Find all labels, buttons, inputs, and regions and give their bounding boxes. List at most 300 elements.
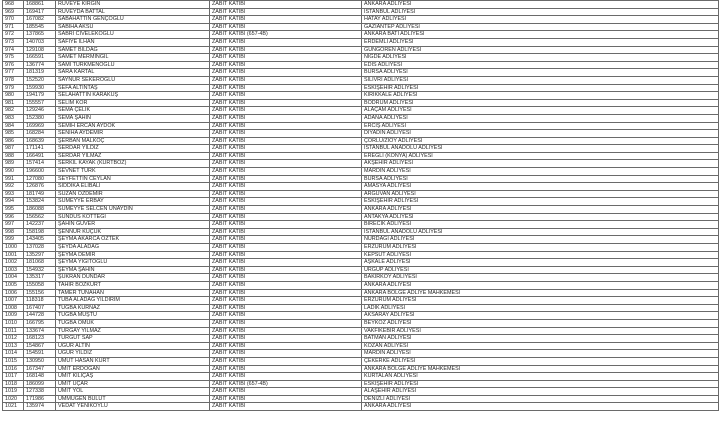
courthouse-cell: ÇEKERKE ADLIYESI <box>362 357 719 365</box>
row-number-cell: 1000 <box>3 244 24 252</box>
full-name-cell: SEYFETTIN CEYLAN <box>56 175 210 183</box>
table-row <box>3 304 719 312</box>
courthouse-cell: GÜNGÖREN ADLIYESI <box>362 46 719 54</box>
title-cell: ZABIT KATIBI <box>210 198 362 206</box>
table-row <box>3 198 719 206</box>
courthouse-cell: ANKARA ADLIYESI <box>362 206 719 214</box>
courthouse-cell: BODRUM ADLIYESI <box>362 99 719 107</box>
courthouse-cell: ANKARA BÖLGE ADLIYE MAHKEMESI <box>362 289 719 297</box>
full-name-cell: SUZAN ÖZDEMIR <box>56 190 210 198</box>
row-number-cell: 983 <box>3 114 24 122</box>
title-cell: ZABIT KATIBI <box>210 373 362 381</box>
table-row <box>3 365 719 373</box>
title-cell: ZABIT KATIBI <box>210 221 362 229</box>
registry-number-cell: 166795 <box>24 319 56 327</box>
table-row <box>3 281 719 289</box>
full-name-cell: ŞENNUR KUÇUK <box>56 228 210 236</box>
courthouse-cell: AŞKALE ADLIYESI <box>362 259 719 267</box>
row-number-cell: 1019 <box>3 388 24 396</box>
full-name-cell: ŞEYMA YİĞİTOĞLU <box>56 259 210 267</box>
title-cell: ZABIT KATIBI <box>210 319 362 327</box>
row-number-cell: 1008 <box>3 304 24 312</box>
courthouse-cell: KIRIKKALE ADLIYESI <box>362 92 719 100</box>
table-row <box>3 259 719 267</box>
table-row <box>3 357 719 365</box>
registry-number-cell: 140703 <box>24 38 56 46</box>
full-name-cell: SEMA ŞAHIN <box>56 114 210 122</box>
registry-number-cell: 135297 <box>24 251 56 259</box>
courthouse-cell: ALAŞEHİR ADLIYESI <box>362 388 719 396</box>
title-cell: ZABIT KATIBI <box>210 107 362 115</box>
row-number-cell: 969 <box>3 8 24 16</box>
title-cell: ZABIT KATIBI <box>210 137 362 145</box>
courthouse-cell: ÜRGÜP ADLIYESI <box>362 266 719 274</box>
full-name-cell: ŞÜKRAN DÜNDAR <box>56 274 210 282</box>
registry-number-cell: 135317 <box>24 274 56 282</box>
table-row <box>3 213 719 221</box>
courthouse-cell: MARDIN ADLIYESI <box>362 168 719 176</box>
row-number-cell: 1020 <box>3 395 24 403</box>
full-name-cell: SARA KARTAL <box>56 69 210 77</box>
full-name-cell: SAYNUR SEKEROĞLU <box>56 76 210 84</box>
title-cell: ZABIT KATIBI (657-4B) <box>210 31 362 39</box>
courthouse-cell: NİĞDE ADLIYESI <box>362 54 719 62</box>
courthouse-cell: KEPSUT ADLIYESI <box>362 251 719 259</box>
courthouse-cell: BEYKOZ ADLIYESI <box>362 319 719 327</box>
title-cell: ZABIT KATIBI <box>210 168 362 176</box>
row-number-cell: 996 <box>3 213 24 221</box>
title-cell: ZABIT KATIBI <box>210 46 362 54</box>
title-cell: ZABIT KATIBI <box>210 183 362 191</box>
table-row <box>3 16 719 24</box>
registry-number-cell: 142237 <box>24 221 56 229</box>
courthouse-cell: ESKİŞEHİR ADLIYESI <box>362 198 719 206</box>
registry-number-cell: 144728 <box>24 312 56 320</box>
title-cell: ZABIT KATIBI <box>210 259 362 267</box>
row-number-cell: 971 <box>3 23 24 31</box>
table-row <box>3 1 719 9</box>
courthouse-cell: VAKFIKEBİR ADLIYESI <box>362 327 719 335</box>
table-row <box>3 395 719 403</box>
registry-number-cell: 155058 <box>24 281 56 289</box>
title-cell: ZABIT KATIBI <box>210 206 362 214</box>
row-number-cell: 1013 <box>3 342 24 350</box>
title-cell: ZABIT KATIBI <box>210 114 362 122</box>
row-number-cell: 1017 <box>3 373 24 381</box>
registry-number-cell: 155557 <box>24 99 56 107</box>
full-name-cell: SELAHATTIN KARAKUŞ <box>56 92 210 100</box>
registry-number-cell: 137028 <box>24 244 56 252</box>
table-row <box>3 69 719 77</box>
table-row <box>3 46 719 54</box>
full-name-cell: SİDDIKA ELİBALI <box>56 183 210 191</box>
row-number-cell: 970 <box>3 16 24 24</box>
table-row <box>3 228 719 236</box>
row-number-cell: 989 <box>3 160 24 168</box>
title-cell: ZABIT KATIBI <box>210 312 362 320</box>
full-name-cell: ŞERBAN MALKOÇ <box>56 137 210 145</box>
row-number-cell: 1014 <box>3 350 24 358</box>
table-row <box>3 327 719 335</box>
full-name-cell: ŞAHİN GÜVER <box>56 221 210 229</box>
registry-number-cell: 171986 <box>24 395 56 403</box>
table-row <box>3 183 719 191</box>
registry-number-cell: 168123 <box>24 335 56 343</box>
table-row <box>3 122 719 130</box>
row-number-cell: 980 <box>3 92 24 100</box>
registry-number-cell: 168639 <box>24 137 56 145</box>
table-row <box>3 168 719 176</box>
registry-number-cell: 167407 <box>24 304 56 312</box>
full-name-cell: SABAHATTIN GENÇOĞLU <box>56 16 210 24</box>
table-row <box>3 350 719 358</box>
full-name-cell: TURGAY YILMAZ <box>56 327 210 335</box>
row-number-cell: 976 <box>3 61 24 69</box>
courthouse-cell: ANKARA ADLIYESI <box>362 1 719 9</box>
full-name-cell: SAMET BİLDAĞ <box>56 46 210 54</box>
registry-number-cell: 130950 <box>24 357 56 365</box>
title-cell: ZABIT KATIBI <box>210 54 362 62</box>
registry-number-cell: 181068 <box>24 259 56 267</box>
row-number-cell: 972 <box>3 31 24 39</box>
table-row <box>3 130 719 138</box>
full-name-cell: TAMER TUNAHAN <box>56 289 210 297</box>
registry-number-cell: 158198 <box>24 228 56 236</box>
courthouse-cell: MARDIN ADLIYESI <box>362 350 719 358</box>
row-number-cell: 981 <box>3 99 24 107</box>
full-name-cell: RUVEYDA BATTAL <box>56 8 210 16</box>
row-number-cell: 1005 <box>3 281 24 289</box>
row-number-cell: 1018 <box>3 380 24 388</box>
courthouse-cell: ESKİŞEHİR ADLIYESI <box>362 84 719 92</box>
row-number-cell: 986 <box>3 137 24 145</box>
registry-number-cell: 168861 <box>24 1 56 9</box>
row-number-cell: 1004 <box>3 274 24 282</box>
registry-number-cell: 127338 <box>24 388 56 396</box>
registry-number-cell: 169417 <box>24 8 56 16</box>
courthouse-cell: BURSA ADLIYESI <box>362 69 719 77</box>
title-cell: ZABIT KATIBI <box>210 69 362 77</box>
full-name-cell: ÜMİT KILIÇAŞ <box>56 373 210 381</box>
registry-number-cell: 181319 <box>24 69 56 77</box>
table-row <box>3 388 719 396</box>
full-name-cell: UĞUR ALTIN <box>56 342 210 350</box>
courthouse-cell: BURSA ADLIYESI <box>362 175 719 183</box>
table-row <box>3 221 719 229</box>
registry-number-cell: 185545 <box>24 23 56 31</box>
title-cell: ZABIT KATIBI <box>210 152 362 160</box>
registry-number-cell: 155156 <box>24 289 56 297</box>
table-row <box>3 137 719 145</box>
full-name-cell: SEVNET TÜRK <box>56 168 210 176</box>
full-name-cell: UMUT HASAN KURT <box>56 357 210 365</box>
courthouse-cell: ANKARA BATI ADLIYESI <box>362 31 719 39</box>
courthouse-cell: AMASYA ADLIYESI <box>362 183 719 191</box>
registry-number-cell: 152520 <box>24 76 56 84</box>
courthouse-cell: KURTALAN ADLIYESI <box>362 373 719 381</box>
full-name-cell: RUVEYE KIRGIN <box>56 1 210 9</box>
title-cell: ZABIT KATIBI <box>210 388 362 396</box>
full-name-cell: ÜMİT UÇAR <box>56 380 210 388</box>
table-row <box>3 403 719 411</box>
courthouse-cell: ERZURUM ADLIYESI <box>362 297 719 305</box>
table-row <box>3 23 719 31</box>
courthouse-cell: ADANA ADLIYESI <box>362 114 719 122</box>
full-name-cell: SERKİL KAYAK (KURTBOZ) <box>56 160 210 168</box>
registry-number-cell: 168148 <box>24 373 56 381</box>
registry-number-cell: 186088 <box>24 206 56 214</box>
table-row <box>3 145 719 153</box>
table-row <box>3 342 719 350</box>
full-name-cell: SEMIH ERCAN AYDOK <box>56 122 210 130</box>
full-name-cell: TAHİR BOZKURT <box>56 281 210 289</box>
full-name-cell: SÜMEYYE ERBAY <box>56 198 210 206</box>
table-row <box>3 266 719 274</box>
title-cell: ZABIT KATIBI <box>210 236 362 244</box>
row-number-cell: 1021 <box>3 403 24 411</box>
courthouse-cell: SİLİVRİ ADLIYESI <box>362 76 719 84</box>
registry-number-cell: 156562 <box>24 213 56 221</box>
title-cell: ZABIT KATIBI <box>210 92 362 100</box>
title-cell: ZABIT KATIBI <box>210 357 362 365</box>
title-cell: ZABIT KATIBI <box>210 190 362 198</box>
registry-number-cell: 167082 <box>24 16 56 24</box>
full-name-cell: SEMA ÇELIK <box>56 107 210 115</box>
title-cell: ZABIT KATIBI <box>210 1 362 9</box>
courthouse-cell: ISTANBUL ADLIYESI <box>362 8 719 16</box>
table-row <box>3 76 719 84</box>
row-number-cell: 1012 <box>3 335 24 343</box>
table-row <box>3 190 719 198</box>
title-cell: ZABIT KATIBI <box>210 297 362 305</box>
table-row <box>3 175 719 183</box>
title-cell: ZABIT KATIBI <box>210 281 362 289</box>
full-name-cell: SAMET MERMINGIL <box>56 54 210 62</box>
courthouse-cell: ERZURUM ADLIYESI <box>362 244 719 252</box>
full-name-cell: ÜMİT ERDOĞAN <box>56 365 210 373</box>
full-name-cell: SUNDUS KÖTTEGİ <box>56 213 210 221</box>
row-number-cell: 984 <box>3 122 24 130</box>
row-number-cell: 988 <box>3 152 24 160</box>
title-cell: ZABIT KATIBI <box>210 23 362 31</box>
row-number-cell: 1003 <box>3 266 24 274</box>
row-number-cell: 979 <box>3 84 24 92</box>
title-cell: ZABIT KATIBI <box>210 335 362 343</box>
row-number-cell: 1010 <box>3 319 24 327</box>
registry-number-cell: 154591 <box>24 350 56 358</box>
full-name-cell: TUĞBA KURNAZ <box>56 304 210 312</box>
courthouse-cell: ESKİŞEHİR ADLIYESI <box>362 380 719 388</box>
row-number-cell: 985 <box>3 130 24 138</box>
title-cell: ZABIT KATIBI <box>210 342 362 350</box>
courthouse-cell: DİYADİN ADLIYESI <box>362 130 719 138</box>
row-number-cell: 974 <box>3 46 24 54</box>
full-name-cell: SABRI CIVELEKOĞLU <box>56 31 210 39</box>
full-name-cell: SEFA ALTINTAŞ <box>56 84 210 92</box>
courthouse-cell: ERCIŞ ADLIYESI <box>362 122 719 130</box>
full-name-cell: SÜMEYYE SELCEN ÜNAYDIN <box>56 206 210 214</box>
courthouse-cell: ALAÇAM ADLIYESI <box>362 107 719 115</box>
table-row <box>3 107 719 115</box>
full-name-cell: TURGUT SAP <box>56 335 210 343</box>
title-cell: ZABIT KATIBI <box>210 130 362 138</box>
full-name-cell: TUĞBA ÖMÜK <box>56 319 210 327</box>
registry-number-cell: 133674 <box>24 327 56 335</box>
table-row <box>3 31 719 39</box>
courthouse-cell: EREĞLİ (KONYA) ADLIYESI <box>362 152 719 160</box>
full-name-cell: SENIHA AYDEMIR <box>56 130 210 138</box>
table-body <box>3 1 719 411</box>
full-name-cell: SERDAR YILDIZ <box>56 145 210 153</box>
registry-number-cell: 171141 <box>24 145 56 153</box>
title-cell: ZABIT KATIBI <box>210 266 362 274</box>
registry-number-cell: 186099 <box>24 380 56 388</box>
title-cell: ZABIT KATIBI <box>210 160 362 168</box>
courthouse-cell: ÇORLU/ZİOY ADLIYESI <box>362 137 719 145</box>
table-row <box>3 312 719 320</box>
full-name-cell: SERDAR YILMAZ <box>56 152 210 160</box>
table-row <box>3 297 719 305</box>
registry-number-cell: 154932 <box>24 266 56 274</box>
full-name-cell: VEDAT YENİKÖYLÜ <box>56 403 210 411</box>
table-row <box>3 61 719 69</box>
row-number-cell: 1015 <box>3 357 24 365</box>
full-name-cell: TUĞBA MUŞTU <box>56 312 210 320</box>
registry-number-cell: 154867 <box>24 342 56 350</box>
table-row <box>3 38 719 46</box>
title-cell: ZABIT KATIBI <box>210 289 362 297</box>
title-cell: ZABIT KATIBI <box>210 327 362 335</box>
full-name-cell: UĞUR YILDIZ <box>56 350 210 358</box>
table-row <box>3 206 719 214</box>
title-cell: ZABIT KATIBI <box>210 213 362 221</box>
courthouse-cell: LADİK ADLIYESI <box>362 304 719 312</box>
title-cell: ZABIT KATIBI <box>210 251 362 259</box>
courthouse-cell: ANKARA BÖLGE ADLIYE MAHKEMESI <box>362 365 719 373</box>
title-cell: ZABIT KATIBI <box>210 8 362 16</box>
registry-number-cell: 166591 <box>24 54 56 62</box>
full-name-cell: SELIM KOR <box>56 99 210 107</box>
row-number-cell: 999 <box>3 236 24 244</box>
courthouse-cell: BATMAN ADLIYESI <box>362 335 719 343</box>
courthouse-cell: GAZIANTEP ADLIYESI <box>362 23 719 31</box>
registry-number-cell: 168284 <box>24 130 56 138</box>
row-number-cell: 991 <box>3 175 24 183</box>
title-cell: ZABIT KATIBI <box>210 16 362 24</box>
registry-number-cell: 169969 <box>24 122 56 130</box>
full-name-cell: ŞEYDA ALADAĞ <box>56 244 210 252</box>
title-cell: ZABIT KATIBI <box>210 350 362 358</box>
courthouse-cell: ANTAKYA ADLIYESI <box>362 213 719 221</box>
table-row <box>3 289 719 297</box>
full-name-cell: ÜMMUGEN BULUT <box>56 395 210 403</box>
registry-number-cell: 167347 <box>24 365 56 373</box>
table-row <box>3 114 719 122</box>
full-name-cell: ŞEYMA AKARCA ÖZTEK <box>56 236 210 244</box>
row-number-cell: 995 <box>3 206 24 214</box>
registry-number-cell: 126876 <box>24 183 56 191</box>
row-number-cell: 968 <box>3 1 24 9</box>
row-number-cell: 1009 <box>3 312 24 320</box>
full-name-cell: ŞEYMA ŞAHIN <box>56 266 210 274</box>
registry-number-cell: 135974 <box>24 403 56 411</box>
title-cell: ZABIT KATIBI <box>210 304 362 312</box>
courthouse-cell: EDIS ADLIYESI <box>362 61 719 69</box>
courthouse-cell: DENİZLİ ADLIYESI <box>362 395 719 403</box>
table-row <box>3 335 719 343</box>
row-number-cell: 992 <box>3 183 24 191</box>
table-row <box>3 373 719 381</box>
title-cell: ZABIT KATIBI <box>210 228 362 236</box>
title-cell: ZABIT KATIBI <box>210 38 362 46</box>
table-row <box>3 54 719 62</box>
courthouse-cell: ARGUVAN ADLIYESI <box>362 190 719 198</box>
row-number-cell: 975 <box>3 54 24 62</box>
courthouse-cell: NURDAĞI ADLIYESI <box>362 236 719 244</box>
full-name-cell: SABIHA AKSU <box>56 23 210 31</box>
table-row <box>3 274 719 282</box>
personnel-list-table <box>2 0 719 411</box>
title-cell: ZABIT KATIBI <box>210 395 362 403</box>
title-cell: ZABIT KATIBI <box>210 84 362 92</box>
courthouse-cell: ERDEMLI ADLIYESI <box>362 38 719 46</box>
registry-number-cell: 129108 <box>24 46 56 54</box>
row-number-cell: 1001 <box>3 251 24 259</box>
row-number-cell: 987 <box>3 145 24 153</box>
registry-number-cell: 159930 <box>24 84 56 92</box>
courthouse-cell: ANKARA ADLIYESI <box>362 403 719 411</box>
courthouse-cell: HATAY ADLIYESI <box>362 16 719 24</box>
title-cell: ZABIT KATIBI <box>210 99 362 107</box>
table-row <box>3 380 719 388</box>
title-cell: ZABIT KATIBI <box>210 76 362 84</box>
table-row <box>3 84 719 92</box>
courthouse-cell: ANKARA ADLIYESI <box>362 281 719 289</box>
row-number-cell: 1007 <box>3 297 24 305</box>
courthouse-cell: ISTANBUL ANADOLU ADLIYESI <box>362 228 719 236</box>
row-number-cell: 998 <box>3 228 24 236</box>
title-cell: ZABIT KATIBI <box>210 244 362 252</box>
row-number-cell: 973 <box>3 38 24 46</box>
title-cell: ZABIT KATIBI <box>210 122 362 130</box>
courthouse-cell: AKŞEHİR ADLIYESI <box>362 160 719 168</box>
registry-number-cell: 196600 <box>24 168 56 176</box>
table-row <box>3 236 719 244</box>
full-name-cell: ŞEYMA DEMIR <box>56 251 210 259</box>
registry-number-cell: 157414 <box>24 160 56 168</box>
full-name-cell: TUBA ALADAĞ YILDIRIM <box>56 297 210 305</box>
registry-number-cell: 181749 <box>24 190 56 198</box>
full-name-cell: SAMI TURKMENOĞLU <box>56 61 210 69</box>
table-row <box>3 152 719 160</box>
registry-number-cell: 137865 <box>24 31 56 39</box>
title-cell: ZABIT KATIBI <box>210 175 362 183</box>
row-number-cell: 994 <box>3 198 24 206</box>
row-number-cell: 1016 <box>3 365 24 373</box>
full-name-cell: SAFIYE ILHAN <box>56 38 210 46</box>
registry-number-cell: 194179 <box>24 92 56 100</box>
title-cell: ZABIT KATIBI <box>210 274 362 282</box>
registry-number-cell: 136774 <box>24 61 56 69</box>
courthouse-cell: AKSARAY ADLIYESI <box>362 312 719 320</box>
table-row <box>3 8 719 16</box>
row-number-cell: 997 <box>3 221 24 229</box>
row-number-cell: 990 <box>3 168 24 176</box>
registry-number-cell: 118318 <box>24 297 56 305</box>
title-cell: ZABIT KATIBI <box>210 145 362 153</box>
table-row <box>3 92 719 100</box>
row-number-cell: 1002 <box>3 259 24 267</box>
